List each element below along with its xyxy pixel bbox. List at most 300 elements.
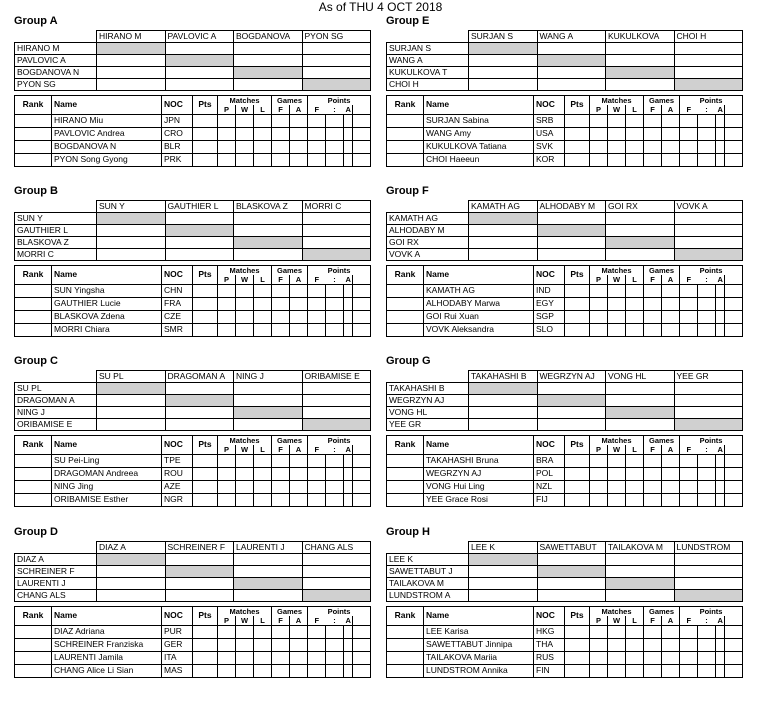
matrix-row-player: SU PL xyxy=(15,383,97,395)
stat-cell xyxy=(344,455,353,468)
player-noc: SMR xyxy=(162,324,193,337)
standings-row xyxy=(387,481,743,494)
matrix-result-cell xyxy=(469,55,538,67)
matches-played-header: P xyxy=(218,105,236,115)
matrix-self-cell xyxy=(97,213,166,225)
matrix-result-cell xyxy=(302,55,371,67)
points-against-header: A xyxy=(717,616,723,625)
matrix-column-player: NING J xyxy=(234,371,303,383)
standings-header-row xyxy=(387,607,743,617)
stat-cell xyxy=(662,141,680,154)
player-noc: BRA xyxy=(534,455,565,468)
matrix-result-cell xyxy=(234,225,303,237)
player-name: ORIBAMISE Esther xyxy=(52,494,162,507)
matrix-row xyxy=(387,383,743,395)
stat-cell xyxy=(353,141,371,154)
matches-played-header: P xyxy=(218,616,236,626)
player-name: LAURENTI Jamila xyxy=(52,652,162,665)
stat-cell xyxy=(326,324,344,337)
pts-cell xyxy=(193,285,218,298)
matrix-result-cell xyxy=(674,43,743,55)
player-noc: FIJ xyxy=(534,494,565,507)
matrix-result-cell xyxy=(537,79,606,91)
matrix-result-cell xyxy=(674,578,743,590)
stat-cell xyxy=(716,468,725,481)
matrix-result-cell xyxy=(234,554,303,566)
matrix-row xyxy=(387,395,743,407)
stat-cell xyxy=(644,494,662,507)
matrix-row xyxy=(387,237,743,249)
matrix-row xyxy=(15,578,371,590)
stat-cell xyxy=(236,128,254,141)
matrix-row-player: CHOI H xyxy=(387,79,469,91)
matrix-result-cell xyxy=(606,383,675,395)
player-name: SU Pei-Ling xyxy=(52,455,162,468)
points-against-header: A xyxy=(345,445,351,454)
pts-cell xyxy=(565,481,590,494)
matrix-column-player: SURJAN S xyxy=(469,31,538,43)
stat-cell xyxy=(236,141,254,154)
stat-cell xyxy=(644,285,662,298)
stat-cell xyxy=(662,285,680,298)
stat-cell xyxy=(608,455,626,468)
matrix-row xyxy=(15,554,371,566)
stat-cell xyxy=(590,665,608,678)
matches-lost-header: L xyxy=(254,616,272,626)
points-against-header: A xyxy=(717,445,723,454)
standings-row xyxy=(387,652,743,665)
games-for-header: F xyxy=(272,275,290,285)
matrix-result-cell xyxy=(674,407,743,419)
stat-cell xyxy=(698,639,716,652)
matrix-result-cell xyxy=(302,566,371,578)
points-separator: : xyxy=(326,105,344,115)
stat-cell xyxy=(608,285,626,298)
stat-cell xyxy=(218,141,236,154)
matrix-column-player: KAMATH AG xyxy=(469,201,538,213)
stat-cell xyxy=(308,494,326,507)
stat-cell xyxy=(644,665,662,678)
pts-header: Pts xyxy=(565,436,590,455)
stat-cell xyxy=(326,311,344,324)
stat-cell xyxy=(662,652,680,665)
player-name: SCHREINER Franziska xyxy=(52,639,162,652)
points-against-header: A xyxy=(345,105,351,114)
standings-header-row xyxy=(387,96,743,106)
stat-cell xyxy=(608,665,626,678)
matrix-row-player: DIAZ A xyxy=(15,554,97,566)
stat-cell xyxy=(644,311,662,324)
matrix-result-cell xyxy=(606,395,675,407)
standings-row xyxy=(387,494,743,507)
matches-won-header: W xyxy=(236,105,254,115)
matrix-result-cell xyxy=(97,419,166,431)
matrix-row xyxy=(15,225,371,237)
games-header: Games xyxy=(272,436,308,446)
matrix-result-cell xyxy=(537,578,606,590)
matrix-row xyxy=(387,79,743,91)
stat-cell xyxy=(272,115,290,128)
points-separator: : xyxy=(326,445,344,455)
standings-header-row xyxy=(15,436,371,446)
group-block xyxy=(386,185,742,337)
rank-cell xyxy=(387,141,424,154)
group-title: Group H xyxy=(386,526,430,538)
stat-cell xyxy=(662,128,680,141)
stat-cell xyxy=(725,285,743,298)
matrix-result-cell xyxy=(537,419,606,431)
games-header: Games xyxy=(644,607,680,617)
matrix-result-cell xyxy=(469,67,538,79)
matrix-result-cell xyxy=(302,67,371,79)
stat-cell xyxy=(725,626,743,639)
rank-cell xyxy=(15,324,52,337)
page-title: As of THU 4 OCT 2018 xyxy=(318,0,443,14)
stat-cell xyxy=(308,154,326,167)
matrix-self-cell xyxy=(606,237,675,249)
stat-cell xyxy=(353,115,371,128)
player-noc: AZE xyxy=(162,481,193,494)
matches-played-header: P xyxy=(218,275,236,285)
matrix-result-cell xyxy=(606,213,675,225)
stat-cell xyxy=(608,468,626,481)
player-name: WEGRZYN AJ xyxy=(424,468,534,481)
stat-cell xyxy=(218,154,236,167)
rank-cell xyxy=(15,455,52,468)
player-name: WANG Amy xyxy=(424,128,534,141)
points-separator: : xyxy=(326,616,344,626)
matrix-column-player: TAILAKOVA M xyxy=(606,542,675,554)
matrix-result-cell xyxy=(469,79,538,91)
matrix-header-row xyxy=(15,31,371,43)
matrix-row-player: PYON SG xyxy=(15,79,97,91)
matrix-row-player: YEE GR xyxy=(387,419,469,431)
stat-cell xyxy=(308,468,326,481)
standings-header-row xyxy=(387,266,743,276)
stat-cell xyxy=(353,626,371,639)
stat-cell xyxy=(644,141,662,154)
stat-cell xyxy=(344,481,353,494)
matrix-column-player: GAUTHIER L xyxy=(165,201,234,213)
player-noc: SVK xyxy=(534,141,565,154)
name-header: Name xyxy=(52,436,162,455)
matches-played-header: P xyxy=(590,445,608,455)
games-against-header: A xyxy=(662,275,680,285)
points-for-header: F xyxy=(680,105,698,115)
rank-cell xyxy=(15,652,52,665)
matrix-column-player: PAVLOVIC A xyxy=(165,31,234,43)
stat-cell xyxy=(326,298,344,311)
matrix-column-player: MORRI C xyxy=(302,201,371,213)
matrix-header-row xyxy=(15,201,371,213)
standings-row xyxy=(15,311,371,324)
standings-row xyxy=(15,494,371,507)
matrix-result-cell xyxy=(234,383,303,395)
matrix-result-cell xyxy=(165,383,234,395)
matrix-result-cell xyxy=(97,225,166,237)
rank-cell xyxy=(15,481,52,494)
matrix-result-cell xyxy=(674,67,743,79)
stat-cell xyxy=(254,494,272,507)
stat-cell xyxy=(626,494,644,507)
stat-cell xyxy=(218,652,236,665)
points-spacer xyxy=(353,275,371,285)
matrix-self-cell xyxy=(97,43,166,55)
noc-header: NOC xyxy=(534,266,565,285)
stat-cell xyxy=(254,639,272,652)
stat-cell xyxy=(698,626,716,639)
player-noc: CHN xyxy=(162,285,193,298)
stat-cell xyxy=(644,481,662,494)
matrix-self-cell xyxy=(165,395,234,407)
points-separator: : xyxy=(698,445,716,455)
stat-cell xyxy=(626,324,644,337)
matrix-row xyxy=(387,67,743,79)
rank-cell xyxy=(15,285,52,298)
results-matrix xyxy=(14,541,371,602)
stat-cell xyxy=(326,481,344,494)
name-header: Name xyxy=(52,266,162,285)
matrix-column-player: HIRANO M xyxy=(97,31,166,43)
player-name: DRAGOMAN Andreea xyxy=(52,468,162,481)
matrix-row-player: PAVLOVIC A xyxy=(15,55,97,67)
rank-header: Rank xyxy=(387,266,424,285)
stat-cell xyxy=(272,639,290,652)
player-noc: FIN xyxy=(534,665,565,678)
stat-cell xyxy=(353,324,371,337)
stat-cell xyxy=(608,311,626,324)
matrix-self-cell xyxy=(674,79,743,91)
matrix-result-cell xyxy=(302,554,371,566)
matrix-result-cell xyxy=(606,249,675,261)
standings-row xyxy=(15,652,371,665)
matches-lost-header: L xyxy=(626,105,644,115)
matrix-result-cell xyxy=(302,225,371,237)
stat-cell xyxy=(272,285,290,298)
matrix-result-cell xyxy=(537,590,606,602)
standings-header-row xyxy=(15,607,371,617)
matrix-row xyxy=(15,419,371,431)
points-header: Points xyxy=(308,607,371,617)
stat-cell xyxy=(326,128,344,141)
results-matrix xyxy=(386,200,743,261)
games-header: Games xyxy=(272,266,308,276)
stat-cell xyxy=(290,481,308,494)
matrix-result-cell xyxy=(469,419,538,431)
games-against-header: A xyxy=(662,445,680,455)
player-noc: NZL xyxy=(534,481,565,494)
stat-cell xyxy=(308,455,326,468)
stat-cell xyxy=(725,652,743,665)
matrix-result-cell xyxy=(165,554,234,566)
matrix-row-player: LEE K xyxy=(387,554,469,566)
player-name: BLASKOVA Zdena xyxy=(52,311,162,324)
rank-cell xyxy=(387,468,424,481)
stat-cell xyxy=(218,665,236,678)
stat-cell xyxy=(680,115,698,128)
player-noc: PUR xyxy=(162,626,193,639)
matrix-result-cell xyxy=(97,407,166,419)
stat-cell xyxy=(254,115,272,128)
group-block xyxy=(14,185,370,337)
matrix-row xyxy=(387,419,743,431)
stat-cell xyxy=(218,455,236,468)
rank-cell xyxy=(387,455,424,468)
matrix-row-player: TAKAHASHI B xyxy=(387,383,469,395)
stat-cell xyxy=(725,298,743,311)
stat-cell xyxy=(218,639,236,652)
stat-cell xyxy=(290,665,308,678)
pts-cell xyxy=(193,481,218,494)
stat-cell xyxy=(218,494,236,507)
stat-cell xyxy=(725,639,743,652)
matrix-column-player: ALHODABY M xyxy=(537,201,606,213)
matrix-result-cell xyxy=(302,383,371,395)
player-name: PYON Song Gyong xyxy=(52,154,162,167)
standings-header-row xyxy=(15,96,371,106)
matrix-result-cell xyxy=(537,383,606,395)
stat-cell xyxy=(590,652,608,665)
group-block xyxy=(386,355,742,507)
stat-cell xyxy=(626,141,644,154)
matrix-row-player: DRAGOMAN A xyxy=(15,395,97,407)
matrix-row xyxy=(387,213,743,225)
matrix-row xyxy=(15,55,371,67)
player-name: SAWETTABUT Jinnipa xyxy=(424,639,534,652)
matrix-row-player: MORRI C xyxy=(15,249,97,261)
matrix-result-cell xyxy=(674,395,743,407)
points-header: Points xyxy=(680,96,743,106)
rank-header: Rank xyxy=(15,266,52,285)
rank-header: Rank xyxy=(15,607,52,626)
player-noc: MAS xyxy=(162,665,193,678)
stat-cell xyxy=(236,115,254,128)
pts-cell xyxy=(565,455,590,468)
matrix-result-cell xyxy=(165,407,234,419)
stat-cell xyxy=(353,481,371,494)
stat-cell xyxy=(680,154,698,167)
pts-cell xyxy=(193,652,218,665)
rank-cell xyxy=(387,115,424,128)
matrix-result-cell xyxy=(165,79,234,91)
stat-cell xyxy=(680,128,698,141)
matrix-column-player: BLASKOVA Z xyxy=(234,201,303,213)
matrix-result-cell xyxy=(302,237,371,249)
stat-cell xyxy=(236,298,254,311)
stat-cell xyxy=(680,285,698,298)
standings-row xyxy=(15,154,371,167)
matrix-result-cell xyxy=(674,383,743,395)
stat-cell xyxy=(698,665,716,678)
rank-cell xyxy=(15,626,52,639)
matrix-result-cell xyxy=(97,395,166,407)
stat-cell xyxy=(290,311,308,324)
stat-cell xyxy=(626,652,644,665)
pts-header: Pts xyxy=(193,266,218,285)
matrix-result-cell xyxy=(234,213,303,225)
points-for-header: F xyxy=(308,616,326,626)
stat-cell xyxy=(326,154,344,167)
player-name: DIAZ Adriana xyxy=(52,626,162,639)
matrix-column-player: KUKULKOVA xyxy=(606,31,675,43)
matrix-result-cell xyxy=(234,249,303,261)
matrix-result-cell xyxy=(537,67,606,79)
pts-cell xyxy=(193,311,218,324)
games-header: Games xyxy=(272,607,308,617)
matrix-result-cell xyxy=(469,249,538,261)
matrix-result-cell xyxy=(537,554,606,566)
player-noc: SRB xyxy=(534,115,565,128)
stat-cell xyxy=(725,481,743,494)
player-noc: SLO xyxy=(534,324,565,337)
stat-cell xyxy=(344,311,353,324)
standings-header-row xyxy=(387,436,743,446)
matrix-corner xyxy=(387,371,469,383)
matrix-result-cell xyxy=(302,395,371,407)
stat-cell xyxy=(662,639,680,652)
matrix-self-cell xyxy=(234,237,303,249)
player-name: VONG Hui Ling xyxy=(424,481,534,494)
matrix-column-player: CHANG ALS xyxy=(302,542,371,554)
pts-cell xyxy=(565,115,590,128)
stat-cell xyxy=(344,639,353,652)
stat-cell xyxy=(626,455,644,468)
stat-cell xyxy=(590,455,608,468)
stat-cell xyxy=(680,639,698,652)
stat-cell xyxy=(626,128,644,141)
stat-cell xyxy=(626,154,644,167)
stat-cell xyxy=(590,481,608,494)
pts-cell xyxy=(565,665,590,678)
stat-cell xyxy=(698,324,716,337)
matrix-row xyxy=(15,67,371,79)
stat-cell xyxy=(236,639,254,652)
rank-cell xyxy=(15,665,52,678)
results-matrix xyxy=(386,370,743,431)
matrix-row-player: KAMATH AG xyxy=(387,213,469,225)
stat-cell xyxy=(716,141,725,154)
stat-cell xyxy=(698,468,716,481)
matrix-column-player: VOVK A xyxy=(674,201,743,213)
matrix-result-cell xyxy=(97,566,166,578)
matrix-self-cell xyxy=(469,213,538,225)
player-noc: SGP xyxy=(534,311,565,324)
player-name: SUN Yingsha xyxy=(52,285,162,298)
matrix-row-player: LUNDSTROM A xyxy=(387,590,469,602)
stat-cell xyxy=(236,311,254,324)
pts-cell xyxy=(193,154,218,167)
player-name: YEE Grace Rosi xyxy=(424,494,534,507)
matches-played-header: P xyxy=(590,105,608,115)
matrix-result-cell xyxy=(234,43,303,55)
stat-cell xyxy=(236,324,254,337)
stat-cell xyxy=(608,154,626,167)
matrix-row-player: SAWETTABUT J xyxy=(387,566,469,578)
stat-cell xyxy=(716,652,725,665)
rank-cell xyxy=(15,468,52,481)
stat-cell xyxy=(644,154,662,167)
standings-row xyxy=(387,311,743,324)
stat-cell xyxy=(326,468,344,481)
player-name: NING Jing xyxy=(52,481,162,494)
name-header: Name xyxy=(424,266,534,285)
matrix-row-player: KUKULKOVA T xyxy=(387,67,469,79)
stat-cell xyxy=(662,311,680,324)
player-noc: GER xyxy=(162,639,193,652)
stat-cell xyxy=(236,626,254,639)
player-noc: HKG xyxy=(534,626,565,639)
pts-cell xyxy=(193,639,218,652)
